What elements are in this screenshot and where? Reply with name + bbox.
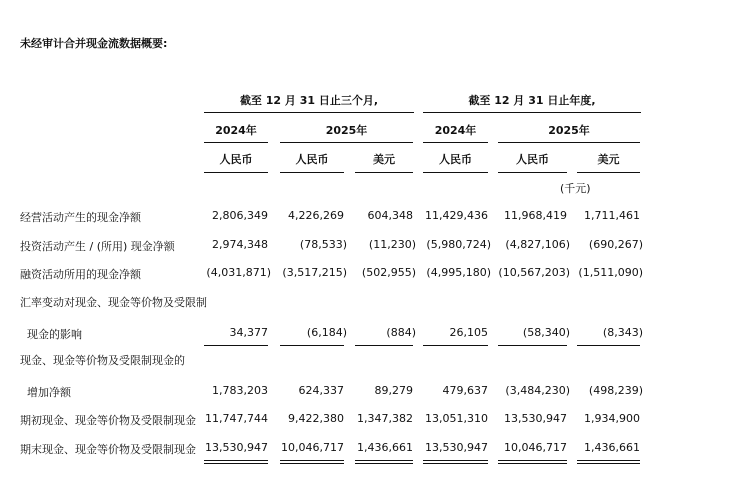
row-label: 期末现金、现金等价物及受限制现金 [20,443,196,456]
cell-value: 9,422,380 [288,412,344,425]
subtotal-rule [280,345,344,346]
cell-value: (5,980,724) [426,238,491,251]
currency-header: 美元 [597,153,620,166]
currency-header: 美元 [373,153,395,166]
cell-value: 1,783,203 [212,384,268,397]
cell-value: 4,226,269 [288,209,344,222]
total-double-rule [204,460,268,464]
cell-value: 2,974,348 [212,238,268,251]
cell-value: (1,511,090) [578,266,643,279]
cell-value: (4,827,106) [505,238,570,251]
currency-rule [204,172,268,173]
cell-value: (690,267) [588,238,643,251]
cell-value: 479,637 [442,384,488,397]
currency-rule [280,172,344,173]
row-label-continued: 增加净额 [27,386,71,399]
header-year: 截至 12 月 31 日止年度, [468,94,596,107]
row-label: 现金、现金等价物及受限制现金的 [20,354,185,367]
subtotal-rule [204,345,268,346]
total-double-rule [577,460,640,464]
cell-value: (884) [386,326,416,339]
cell-value: (11,230) [368,238,416,251]
cell-value: 13,530,947 [205,441,268,454]
cell-value: 604,348 [367,209,413,222]
row-label-continued: 现金的影响 [27,328,82,341]
cell-value: (10,567,203) [498,266,570,279]
cell-value: (8,343) [602,326,643,339]
row-label: 经营活动产生的现金净额 [20,211,141,224]
row-label: 期初现金、现金等价物及受限制现金 [20,414,196,427]
cell-value: 2,806,349 [212,209,268,222]
cell-value: (3,517,215) [282,266,347,279]
cell-value: (78,533) [299,238,347,251]
subtotal-rule [577,345,640,346]
currency-rule [498,172,567,173]
subtotal-rule [498,345,567,346]
cell-value: 11,747,744 [205,412,268,425]
cell-value: 10,046,717 [504,441,567,454]
currency-rule [355,172,413,173]
cell-value: 1,347,382 [357,412,413,425]
currency-header: 人民币 [516,153,549,166]
year-rule [280,142,413,143]
cell-value: (502,955) [361,266,416,279]
cell-value: 624,337 [298,384,344,397]
subtotal-rule [423,345,488,346]
year-rule [423,142,488,143]
header-three-months: 截至 12 月 31 日止三个月, [239,94,379,107]
year-header: 2024年 [215,124,257,137]
cell-value: (58,340) [522,326,570,339]
cell-value: (4,031,871) [206,266,271,279]
total-double-rule [423,460,488,464]
cell-value: 10,046,717 [281,441,344,454]
row-label: 汇率变动对现金、现金等价物及受限制 [20,296,207,309]
currency-header: 人民币 [439,153,472,166]
row-label: 融资活动所用的现金净额 [20,268,141,281]
cell-value: 1,934,900 [584,412,640,425]
year-header: 2025年 [325,124,368,137]
cell-value: 1,436,661 [357,441,413,454]
section-title: 未经审计合并现金流数据概要: [20,37,168,50]
year-header: 2025年 [548,124,590,137]
year-rule [498,142,640,143]
year-rule [204,142,268,143]
currency-rule [577,172,640,173]
cell-value: 11,968,419 [504,209,567,222]
year-header: 2024年 [434,124,477,137]
header-rule [204,112,414,113]
total-double-rule [355,460,413,464]
cell-value: 26,105 [449,326,488,339]
header-rule [423,112,641,113]
cell-value: 1,436,661 [584,441,640,454]
cell-value: (4,995,180) [426,266,491,279]
cell-value: 89,279 [374,384,413,397]
currency-header: 人民币 [295,153,329,166]
currency-header: 人民币 [219,153,253,166]
cell-value: 13,530,947 [504,412,567,425]
currency-rule [423,172,488,173]
cell-value: 11,429,436 [425,209,488,222]
cell-value: (3,484,230) [505,384,570,397]
total-double-rule [498,460,567,464]
cell-value: 13,051,310 [425,412,488,425]
row-label: 投资活动产生 / (所用) 现金净额 [20,240,175,253]
unit-label: (千元) [560,182,591,195]
cell-value: 13,530,947 [425,441,488,454]
cell-value: 1,711,461 [584,209,640,222]
total-double-rule [280,460,344,464]
cell-value: 34,377 [229,326,268,339]
cell-value: (6,184) [306,326,347,339]
subtotal-rule [355,345,413,346]
cell-value: (498,239) [588,384,643,397]
